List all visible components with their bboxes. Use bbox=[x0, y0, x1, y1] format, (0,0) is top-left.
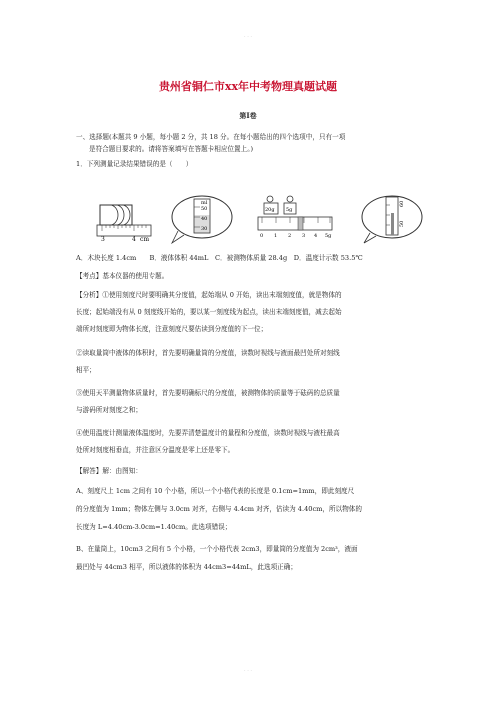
cylinder-figure bbox=[170, 193, 234, 245]
answer-heading: 【解答】解：由图知： bbox=[76, 467, 142, 475]
thermo-50: 50 bbox=[399, 220, 405, 227]
answer-b-line-1: B、在量筒上，10cm3 之间有 5 个小格，一个小格代表 2cm3，即量筒的分度值为 2cm³，液面 bbox=[76, 545, 358, 553]
cylinder-30: 30 bbox=[201, 226, 208, 232]
analysis-line-8: ④使用温度计测量液体温度时，先要弄清楚温度计的量程和分度值，读数时视线与液柱最高 bbox=[76, 429, 340, 437]
scale-5g: 5g bbox=[325, 233, 332, 239]
answer-a-line-2: 的分度值为 1mm；物体左侧与 3.0cm 对齐，右侧与 4.4cm 对齐，估读为 4.40cm，所以物体的 bbox=[76, 505, 362, 513]
cylinder-50: 50 bbox=[201, 206, 208, 212]
ruler-label-3: 3 bbox=[101, 236, 105, 243]
balance-figure bbox=[256, 193, 336, 245]
scale-3: 3 bbox=[302, 233, 306, 239]
section-heading: 第Ⅰ卷 bbox=[239, 111, 257, 120]
page-header-watermark: · · · bbox=[244, 34, 252, 40]
thermometer-figure bbox=[358, 193, 424, 245]
page-footer-watermark: · · · bbox=[244, 668, 252, 674]
thermo-60: 60 bbox=[399, 200, 405, 207]
cylinder-40: 40 bbox=[201, 216, 208, 222]
exam-title: 贵州省铜仁市xx年中考物理真题试题 bbox=[158, 80, 338, 93]
weight-20g: 20g bbox=[265, 207, 275, 213]
answer-a-line-3: 长度为 L=4.40cm-3.0cm=1.40cm。此选项错误； bbox=[76, 523, 232, 531]
scale-4: 4 bbox=[314, 233, 318, 239]
analysis-line-3: 端所对刻度即为物体长度，注意刻度尺要估读到分度值的下一位； bbox=[76, 325, 268, 333]
analysis-line-5: 相平； bbox=[76, 366, 96, 374]
scale-2: 2 bbox=[288, 233, 292, 239]
answer-a-line-1: A、刻度尺上 1cm 之间有 10 个小格，所以一个小格代表的长度是 0.1cm=1mm，即此刻度尺 bbox=[76, 487, 355, 495]
instruction-line-1: 一、选择题(本题共 9 小题，每小题 2 分，共 18 分。在每小题给出的四个选项中，只有一项 bbox=[76, 133, 346, 141]
analysis-line-2: 长度；起始端没有从 0 刻度线开始的，要以某一刻度线为起点，读出末端刻度值，减去起始 bbox=[76, 308, 342, 316]
analysis-line-4: ②读取量筒中液体的体积时，首先要明确量筒的分度值，读数时视线与液面最凹处所对刻线 bbox=[76, 349, 340, 357]
question-1: 1．下列测量记录结果错误的是（ ） bbox=[76, 160, 193, 168]
kaodian-line: 【考点】基本仪器的使用专题。 bbox=[76, 272, 169, 280]
options-line: A．木块长度 1.4cm B．液体体积 44mL C．被测物体质量 28.4g D．温度计示数 53.5℃ bbox=[76, 254, 363, 262]
ruler-figure bbox=[96, 193, 154, 245]
answer-b-line-2: 最凹处与 44cm3 相平，所以液体的体积为 44cm3=44mL，此选项正确； bbox=[76, 563, 297, 571]
analysis-line-1: 【分析】①使用刻度尺时要明确其分度值，起始端从 0 开始，读出末端刻度值，就是物体的 bbox=[76, 291, 342, 299]
analysis-line-7: 与游码所对刻度之和； bbox=[76, 406, 142, 414]
cylinder-unit: ml bbox=[201, 200, 208, 206]
ruler-label-4: 4 bbox=[132, 236, 136, 243]
scale-0: 0 bbox=[260, 233, 264, 239]
instruction-line-2: 是符合题目要求的。请将答案填写在答题卡相应位置上。) bbox=[89, 145, 254, 153]
weight-5g: 5g bbox=[286, 207, 293, 213]
analysis-line-6: ③使用天平测量物体质量时，首先要明确标尺的分度值，被测物体的质量等于砝码的总质量 bbox=[76, 389, 340, 397]
question-1-figures bbox=[96, 193, 426, 249]
scale-1: 1 bbox=[274, 233, 278, 239]
analysis-line-9: 处所对刻度相垂直，并注意区分温度是零上还是零下。 bbox=[76, 446, 235, 454]
ruler-label-unit: cm bbox=[140, 236, 150, 243]
